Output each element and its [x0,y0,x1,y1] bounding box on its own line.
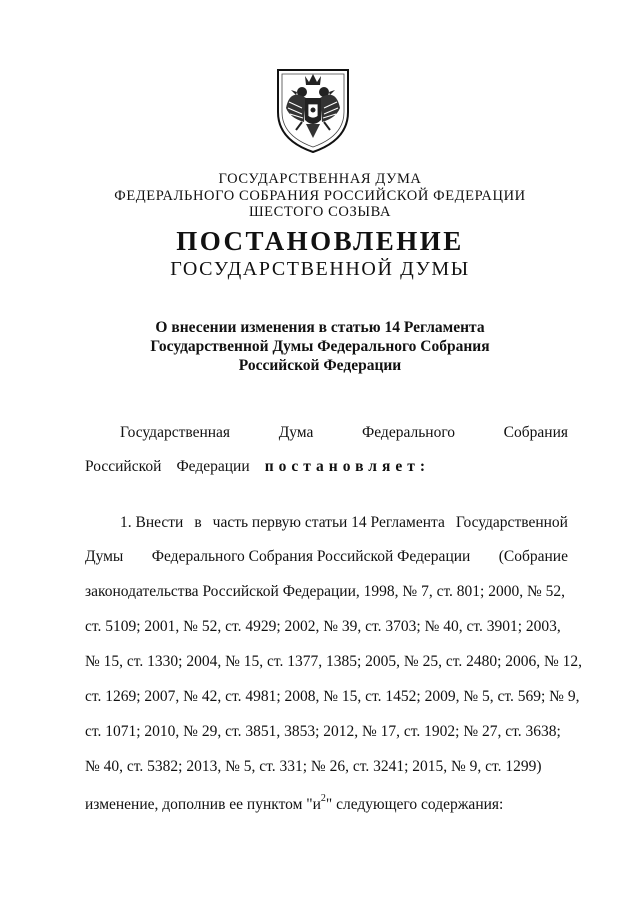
body-text: часть первую статьи 14 Регламента [212,514,445,531]
preamble-word: Российской [85,458,162,475]
preamble-line-2 [85,458,430,476]
body-text: в [194,514,202,531]
body-text: законодательства Российской Федерации, 1998, № 7, ст. 801; 2000, № 52, [85,583,566,600]
body-text: ст. 1269; 2007, № 42, ст. 4981; 2008, № 15, ст. 1452; 2009, № 5, ст. 569; № 9, [85,688,580,705]
title-line-1: О внесении изменения в статью 14 Регламента [155,319,485,336]
preamble-word: Собрания [503,424,568,441]
title-line-2: Государственной Думы Федерального Собрания [150,338,490,355]
body-text: № 40, ст. 5382; 2013, № 5, ст. 331; № 26, ст. 3241; 2015, № 9, ст. 1299) [85,758,542,775]
superscript: 2 [320,793,326,804]
document-type-heading: ПОСТАНОВЛЕНИЕ [176,226,464,256]
body-line-7 [85,723,568,741]
coat-of-arms-emblem [272,62,354,154]
body-text-part: изменение, дополнив ее пунктом "и [85,796,321,813]
preamble-line-1 [120,424,568,442]
body-line-2 [85,548,568,566]
body-text [85,793,503,814]
body-line-1 [120,514,568,532]
body-line-6 [85,688,580,706]
title-line-3: Российской Федерации [238,357,402,374]
body-line-4 [85,618,568,636]
preamble-word: Федерального [362,424,456,441]
body-line-9 [85,793,568,814]
preamble-word: Дума [278,424,314,441]
body-text: Думы [85,548,124,565]
preamble-word: Государственная [120,424,231,441]
body-text: (Собрание [498,548,568,565]
document-type-subheading: ГОСУДАРСТВЕННОЙ ДУМЫ [170,258,470,280]
body-line-3 [85,583,568,601]
preamble-word: Федерации [176,458,250,475]
body-text: № 15, ст. 1330; 2004, № 15, ст. 1377, 1385; 2005, № 25, ст. 2480; 2006, № 12, [85,653,583,670]
body-text: ст. 1071; 2010, № 29, ст. 3851, 3853; 2012, № 17, ст. 1902; № 27, ст. 3638; [85,723,561,740]
org-name-line-2: ФЕДЕРАЛЬНОГО СОБРАНИЯ РОССИЙСКОЙ ФЕДЕРАЦИИ [114,188,526,204]
body-text: Государственной [455,514,568,531]
body-text: Федерального Собрания Российской Федерации [151,548,471,565]
body-text: ст. 5109; 2001, № 52, ст. 4929; 2002, № 39, ст. 3703; № 40, ст. 3901; 2003, [85,618,561,635]
body-text: 1. Внести [120,514,184,531]
org-name-line-1: ГОСУДАРСТВЕННАЯ ДУМА [218,171,422,187]
body-line-5 [85,653,583,671]
body-text-part: " следующего содержания: [325,796,504,813]
convocation-line: ШЕСТОГО СОЗЫВА [248,204,392,220]
body-line-8 [85,758,568,776]
resolves-word: постановляет: [264,458,430,475]
